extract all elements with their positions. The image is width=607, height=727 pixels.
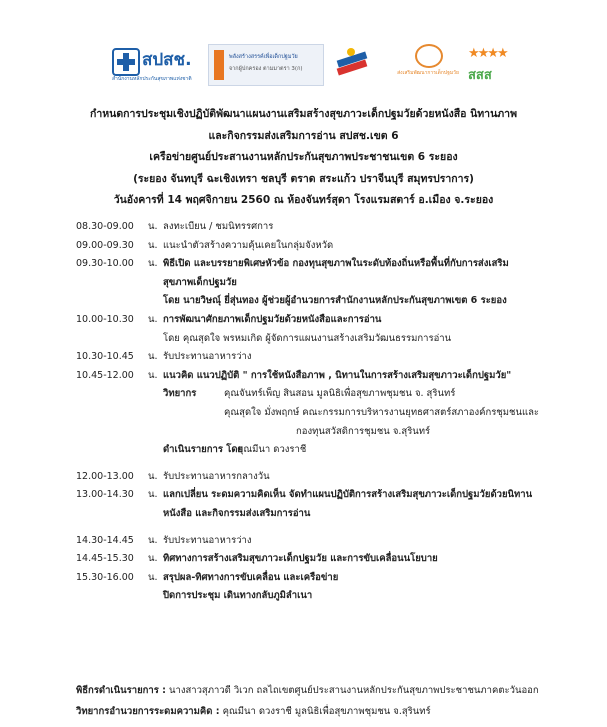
title-line: กำหนดการประชุมเชิงปฏิบัติพัฒนาแผนงานเสริมสร้างสุขภาวะเด็กปฐมวัยด้วยหนังสือ นิทานภาพ bbox=[89, 108, 517, 120]
agenda-row-continued: โดย คุณสุดใจ พรหมเกิด ผู้จัดการแผนงานสร้างเสริมวัฒนธรรมการอ่าน bbox=[163, 332, 452, 344]
moderator-row: ดำเนินรายการ โดย คุณมีนา ดวงราชี bbox=[163, 444, 307, 456]
title-line: เครือข่ายศูนย์ประสานงานหลักประกันสุขภาพประชาชนเขต 6 ระยอง bbox=[149, 151, 458, 164]
swoosh-logo-icon bbox=[335, 44, 371, 84]
agenda-row: 10.00-10.30 น. การพัฒนาศักยภาพเด็กปฐมวัยด้วยหนังสือและการอ่าน bbox=[76, 313, 382, 325]
agenda-row-continued: โดย นายวิษณุ์ ยี่สุ่นทอง ผู้ช่วยผู้อำนวยการสำนักงานหลักประกันสุขภาพเขต 6 ระยอง bbox=[163, 295, 507, 307]
footer-credits bbox=[76, 680, 596, 722]
document-title bbox=[0, 104, 607, 212]
thaihealth-logo: ★★★★ สสส bbox=[464, 44, 520, 84]
agenda-row: 09.30-10.00 น. พิธีเปิด และบรรยายพิเศษหัวข้อ กองทุนสุขภาพในระดับท้องถิ่นหรือพื้นที่กับการส่งเสริม bbox=[76, 258, 509, 270]
agenda-row: 12.00-13.00 น. รับประทานอาหารกลางวัน bbox=[76, 470, 270, 482]
facilitator-line: วิทยากรอำนวยการระดมความคิด : คุณมีนา ดวงราชี มูลนิธิเพื่อสุขภาพชุมชน จ.สุรินทร์ bbox=[76, 706, 431, 717]
agenda-row: 14.30-14.45 น. รับประทานอาหารว่าง bbox=[76, 534, 252, 546]
agenda-row: 10.45-12.00 น. แนวคิด แนวปฏิบัติ " การใช้หนังสือภาพ , นิทานในการสร้างเสริมสุขภาวะเด็กปฐมวัย" bbox=[76, 369, 512, 381]
agenda-row: 09.00-09.30 น. แนะนำตัวสร้างความคุ้นเคยในกลุ่มจังหวัด bbox=[76, 239, 334, 251]
title-line: วันอังคารที่ 14 พฤศจิกายน 2560 ณ ห้องจันทร์สุดา โรงแรมสตาร์ อ.เมือง จ.ระยอง bbox=[113, 194, 494, 207]
agenda-row: 13.00-14.30 น. แลกเปลี่ยน ระดมความคิดเห็น จัดทำแผนปฏิบัติการสร้างเสริมสุขภาวะเด็กปฐมวัยด้วยนิทาน bbox=[76, 489, 533, 501]
agenda-row-continued: ปิดการประชุม เดินทางกลับภูมิลำเนา bbox=[163, 590, 313, 602]
title-line: และกิจกรรมส่งเสริมการอ่าน สปสช.เขต 6 bbox=[208, 129, 399, 142]
title-line: (ระยอง จันทบุรี ฉะเชิงเทรา ชลบุรี ตราด สระแก้ว ปราจีนบุรี สมุทรปราการ) bbox=[133, 172, 474, 185]
speaker-row-continued: กองทุนสวัสดิการชุมชน จ.สุรินทร์ bbox=[296, 425, 431, 437]
agenda-row-continued: สุขภาพเด็กปฐมวัย bbox=[163, 276, 237, 288]
mc-line: พิธีกรดำเนินรายการ : นางสาวสุภาวดี วิเวก ถลไถเขตศูนย์ประสานงานหลักประกันสุขภาพประชาชนภาคตะวันออก bbox=[76, 685, 539, 696]
agenda-row: 15.30-16.00 น. สรุปผล-ทิศทางการขับเคลื่อน และเครือข่าย bbox=[76, 571, 339, 583]
program-card-logo: พลังสร้างสรรค์เพื่อเด็กปฐมวัย จากผู้ปกครอง ตามมาตรา 3(ก) bbox=[208, 44, 324, 86]
nhso-logo: สปสช. สำนักงานหลักประกันสุขภาพแห่งชาติ bbox=[112, 50, 192, 82]
early-childhood-logo: ส่งเสริมพัฒนาการเด็กปฐมวัย bbox=[395, 44, 461, 84]
logo-strip bbox=[112, 44, 532, 88]
agenda-row: 10.30-10.45 น. รับประทานอาหารว่าง bbox=[76, 351, 252, 363]
agenda-row: 14.45-15.30 น. ทิศทางการสร้างเสริมสุขภาวะเด็กปฐมวัย และการขับเคลื่อนนโยบาย bbox=[76, 553, 438, 565]
speaker-row: คุณสุดใจ มั่งพฤกษ์ คณะกรรมการบริหารงานยุทธศาสตร์สภาองค์กรชุมชนและ bbox=[224, 406, 539, 418]
cross-icon bbox=[112, 48, 140, 76]
agenda-row: 08.30-09.00 น. ลงทะเบียน / ชมนิทรรศการ bbox=[76, 221, 274, 232]
agenda bbox=[76, 218, 576, 606]
speaker-row: วิทยากร คุณจันทร์เพ็ญ สินสอน มูลนิธิเพื่อสุขภาพชุมชน จ. สุรินทร์ bbox=[163, 388, 456, 400]
people-icon: ★★★★ bbox=[468, 46, 507, 61]
agenda-row-continued: หนังสือ และกิจกรรมส่งเสริมการอ่าน bbox=[163, 507, 311, 519]
family-icon bbox=[415, 44, 443, 68]
